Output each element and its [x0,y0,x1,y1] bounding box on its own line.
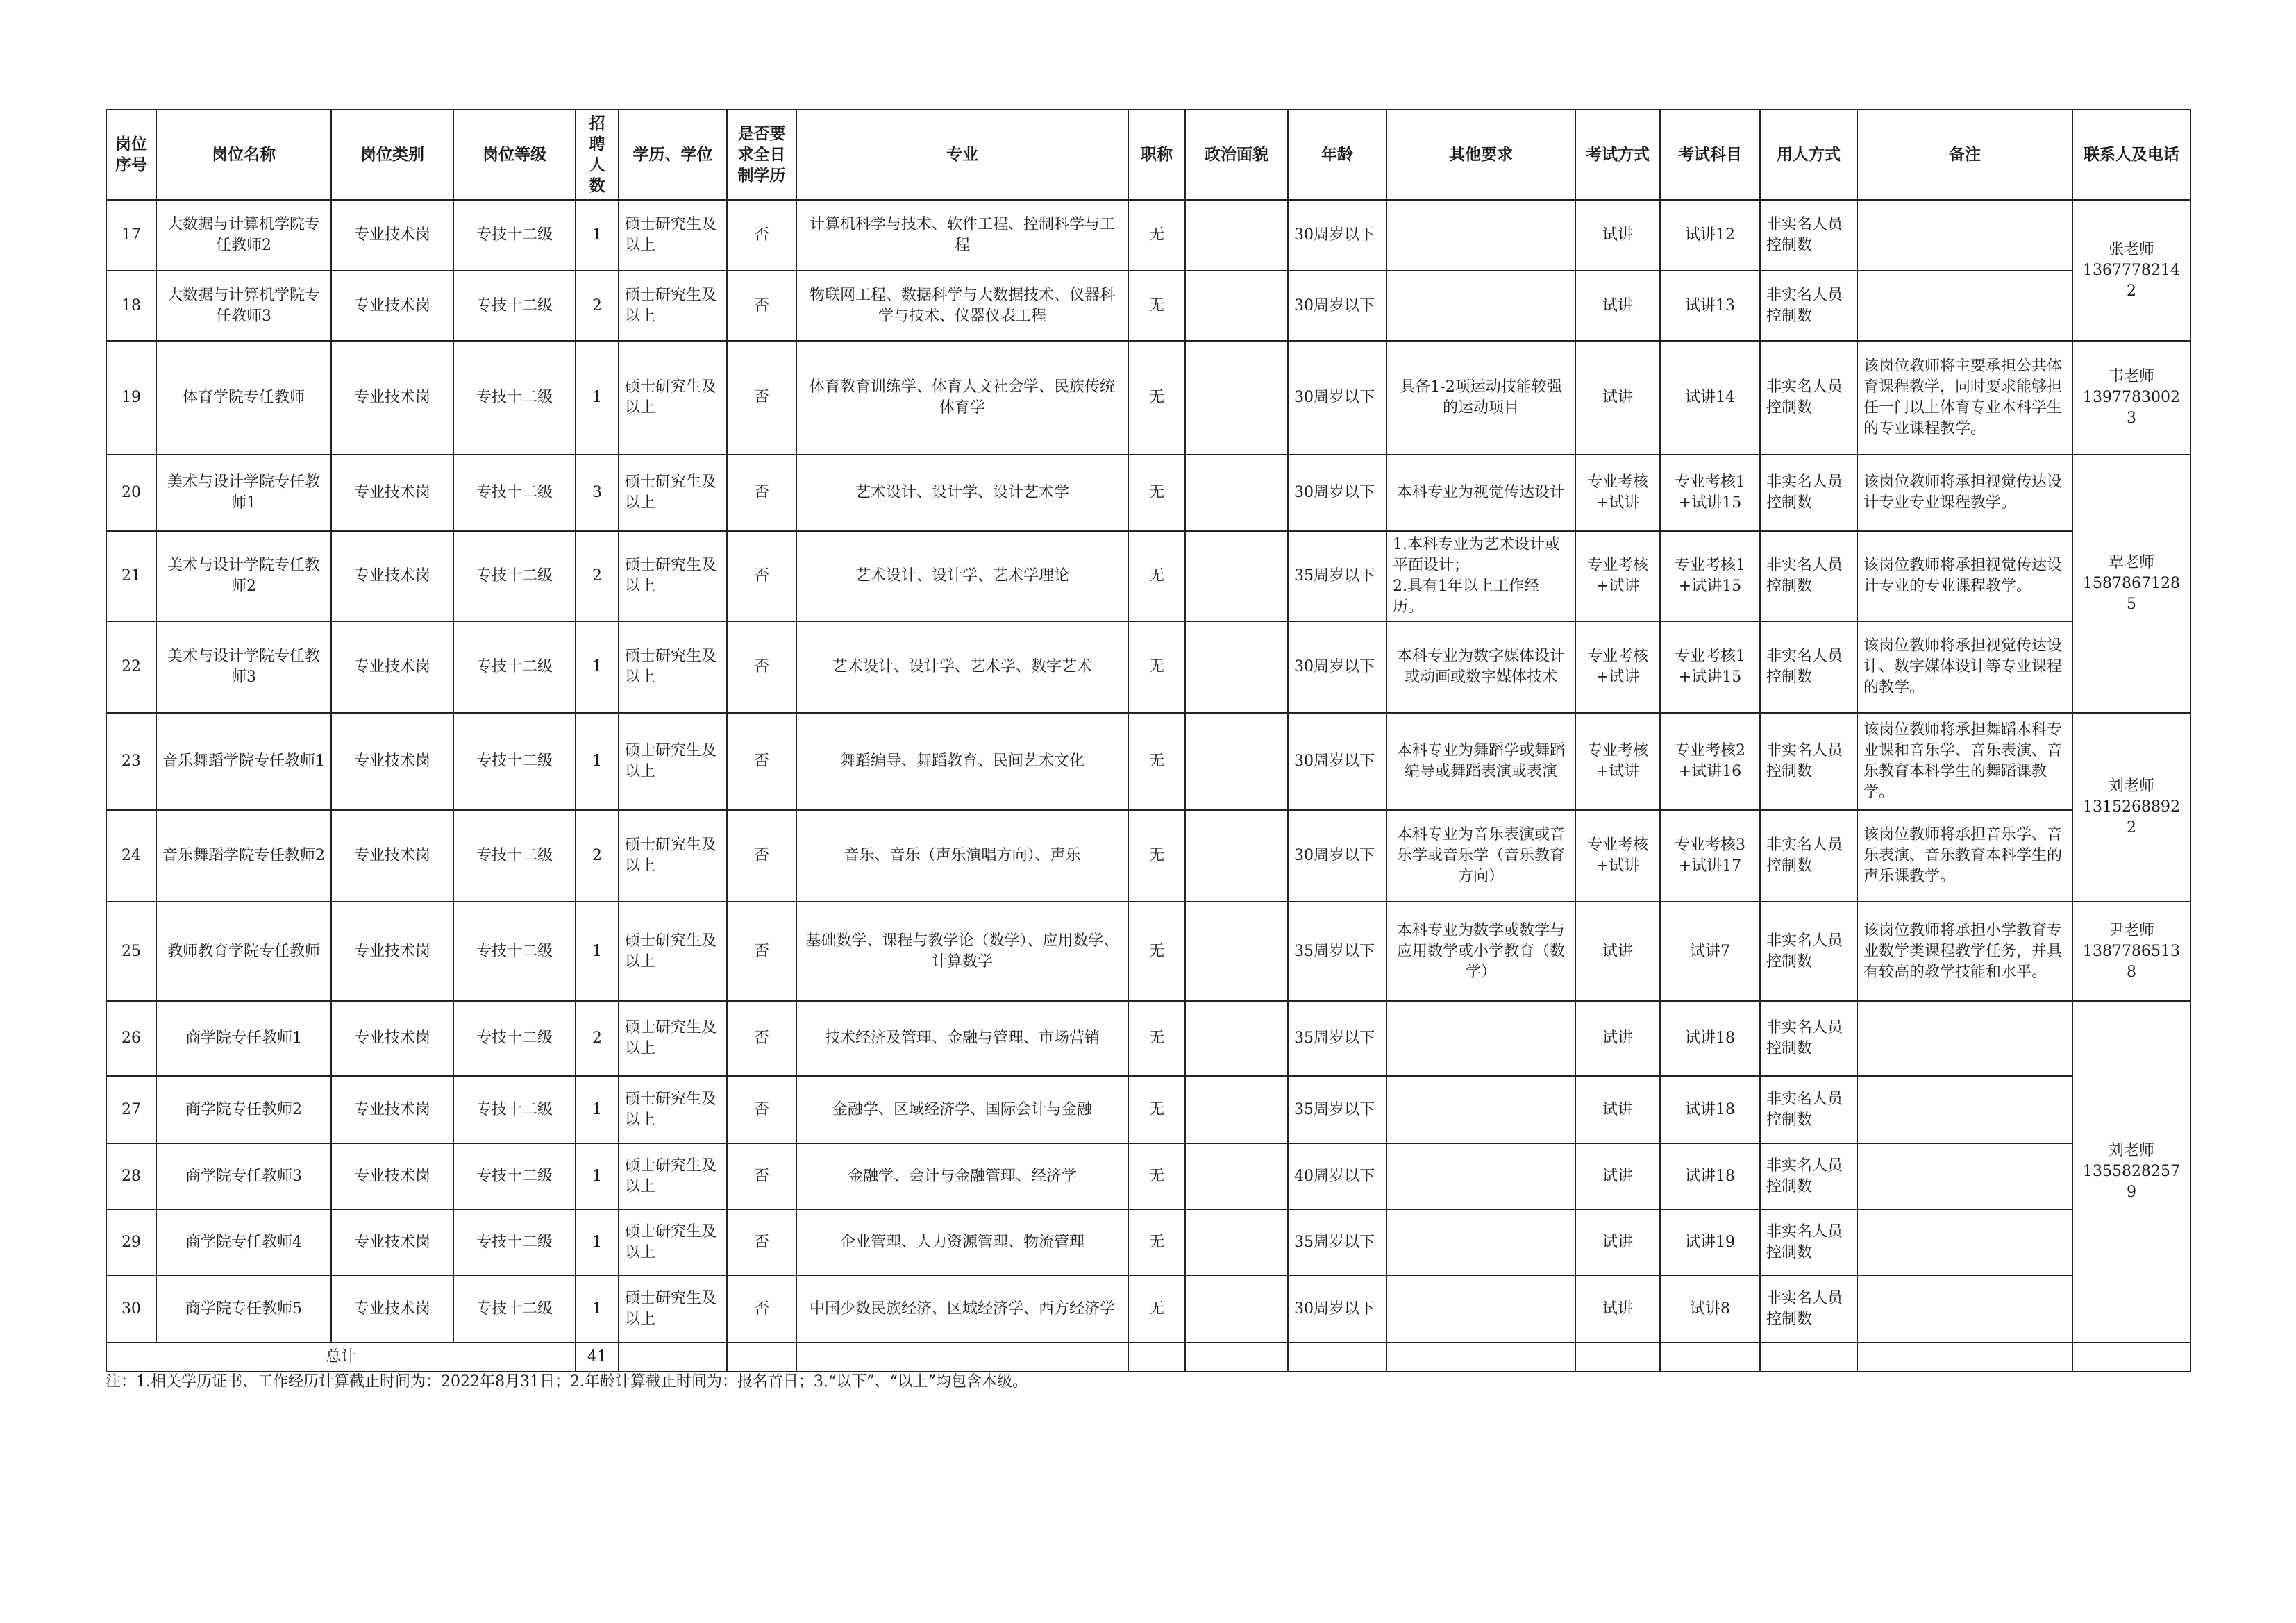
seq-cell: 19 [106,341,156,455]
footnote: 注：1.相关学历证书、工作经历计算截止时间为：2022年8月31日；2.年龄计算截止时间为：报名首日；3.“以下”、“以上”均包含本级。 [106,1373,1028,1390]
exam-mode-cell: 专业考核+试讲 [1575,621,1660,713]
seq-cell: 17 [106,200,156,271]
exam-mode-cell: 试讲 [1575,341,1660,455]
employment-cell: 非实名人员控制数 [1760,810,1857,902]
table-row [106,713,2190,810]
seq-cell: 26 [106,1001,156,1076]
title-cell: 无 [1128,531,1185,621]
other-req-cell [1386,200,1575,271]
age-cell: 35周岁以下 [1288,902,1386,1001]
table-row [106,1001,2190,1076]
major-cell: 计算机科学与技术、软件工程、控制科学与工程 [796,200,1128,271]
education-cell: 硕士研究生及以上 [619,1143,727,1209]
contact-cell [2072,455,2190,713]
age-cell: 30周岁以下 [1288,200,1386,271]
count-cell: 1 [576,713,619,810]
exam-mode-cell: 试讲 [1575,271,1660,341]
position-name-cell: 美术与设计学院专任教师2 [156,531,331,621]
fulltime-cell: 否 [727,1076,796,1143]
remark-cell: 该岗位教师将承担视觉传达设计专业的专业课程教学。 [1857,531,2072,621]
title-cell: 无 [1128,810,1185,902]
fulltime-cell: 否 [727,455,796,531]
column-header: 岗位等级 [453,110,576,200]
fulltime-cell: 否 [727,1275,796,1343]
total-label: 总计 [106,1343,576,1372]
level-cell: 专技十二级 [453,531,576,621]
column-header: 学历、学位 [619,110,727,200]
fulltime-cell: 否 [727,902,796,1001]
column-header: 备注 [1857,110,2072,200]
fulltime-cell: 否 [727,810,796,902]
contact-name: 刘老师 [2108,777,2154,795]
fulltime-cell: 否 [727,713,796,810]
contact-cell [2072,341,2190,455]
remark-cell [1857,200,2072,271]
other-req-cell [1386,1209,1575,1275]
position-name-cell: 大数据与计算机学院专任教师2 [156,200,331,271]
table-row [106,1076,2190,1143]
contact-name: 刘老师 [2108,1142,2154,1159]
fulltime-cell: 否 [727,531,796,621]
major-cell: 金融学、会计与金融管理、经济学 [796,1143,1128,1209]
education-cell: 硕士研究生及以上 [619,621,727,713]
category-cell: 专业技术岗 [331,455,453,531]
exam-mode-cell: 专业考核+试讲 [1575,713,1660,810]
remark-cell [1857,1001,2072,1076]
political-cell [1185,1275,1288,1343]
count-cell: 2 [576,271,619,341]
empty-cell [1128,1343,1185,1372]
table-row [106,271,2190,341]
title-cell: 无 [1128,713,1185,810]
empty-cell [619,1343,727,1372]
political-cell [1185,455,1288,531]
exam-mode-cell: 试讲 [1575,1076,1660,1143]
political-cell [1185,810,1288,902]
age-cell: 35周岁以下 [1288,531,1386,621]
other-req-cell: 本科专业为舞蹈学或舞蹈编导或舞蹈表演或表演 [1386,713,1575,810]
empty-cell [1386,1343,1575,1372]
table-row [106,1209,2190,1275]
seq-cell: 27 [106,1076,156,1143]
title-cell: 无 [1128,1275,1185,1343]
column-header: 岗位序号 [106,110,156,200]
political-cell [1185,1076,1288,1143]
level-cell: 专技十二级 [453,455,576,531]
category-cell: 专业技术岗 [331,1143,453,1209]
employment-cell: 非实名人员控制数 [1760,271,1857,341]
major-cell: 企业管理、人力资源管理、物流管理 [796,1209,1128,1275]
major-cell: 体育教育训练学、体育人文社会学、民族传统体育学 [796,341,1128,455]
column-header: 岗位类别 [331,110,453,200]
position-name-cell: 音乐舞蹈学院专任教师1 [156,713,331,810]
seq-cell: 20 [106,455,156,531]
other-req-cell [1386,271,1575,341]
count-cell: 1 [576,341,619,455]
count-cell: 1 [576,1143,619,1209]
age-cell: 40周岁以下 [1288,1143,1386,1209]
major-cell: 基础数学、课程与教学论（数学）、应用数学、计算数学 [796,902,1128,1001]
table-row [106,200,2190,271]
count-cell: 1 [576,1209,619,1275]
column-header: 其他要求 [1386,110,1575,200]
other-req-cell: 本科专业为数学或数学与应用数学或小学教育（数学） [1386,902,1575,1001]
employment-cell: 非实名人员控制数 [1760,1143,1857,1209]
education-cell: 硕士研究生及以上 [619,200,727,271]
position-name-cell: 商学院专任教师1 [156,1001,331,1076]
level-cell: 专技十二级 [453,1143,576,1209]
column-header: 岗位名称 [156,110,331,200]
table-row [106,341,2190,455]
title-cell: 无 [1128,621,1185,713]
other-req-cell [1386,1275,1575,1343]
employment-cell: 非实名人员控制数 [1760,1001,1857,1076]
exam-subject-cell: 试讲14 [1660,341,1760,455]
column-header: 招聘人数 [576,110,619,200]
age-cell: 30周岁以下 [1288,271,1386,341]
exam-subject-cell: 专业考核2+试讲16 [1660,713,1760,810]
position-name-cell: 商学院专任教师5 [156,1275,331,1343]
education-cell: 硕士研究生及以上 [619,713,727,810]
exam-subject-cell: 试讲12 [1660,200,1760,271]
count-cell: 1 [576,1275,619,1343]
seq-cell: 25 [106,902,156,1001]
age-cell: 30周岁以下 [1288,341,1386,455]
count-cell: 1 [576,200,619,271]
level-cell: 专技十二级 [453,200,576,271]
fulltime-cell: 否 [727,341,796,455]
column-header: 是否要求全日制学历 [727,110,796,200]
seq-cell: 23 [106,713,156,810]
education-cell: 硕士研究生及以上 [619,1001,727,1076]
employment-cell: 非实名人员控制数 [1760,531,1857,621]
empty-cell [2072,1343,2190,1372]
exam-subject-cell: 试讲18 [1660,1143,1760,1209]
major-cell: 物联网工程、数据科学与大数据技术、仪器科学与技术、仪器仪表工程 [796,271,1128,341]
education-cell: 硕士研究生及以上 [619,341,727,455]
seq-cell: 22 [106,621,156,713]
contact-name: 覃老师 [2108,554,2154,571]
category-cell: 专业技术岗 [331,713,453,810]
position-name-cell: 美术与设计学院专任教师3 [156,621,331,713]
remark-cell [1857,1143,2072,1209]
table-row [106,531,2190,621]
education-cell: 硕士研究生及以上 [619,810,727,902]
other-req-cell [1386,1076,1575,1143]
category-cell: 专业技术岗 [331,271,453,341]
level-cell: 专技十二级 [453,902,576,1001]
employment-cell: 非实名人员控制数 [1760,902,1857,1001]
major-cell: 金融学、区域经济学、国际会计与金融 [796,1076,1128,1143]
contact-name: 尹老师 [2108,921,2154,939]
remark-cell: 该岗位教师将承担小学教育专业数学类课程教学任务，并具有较高的教学技能和水平。 [1857,902,2072,1001]
employment-cell: 非实名人员控制数 [1760,713,1857,810]
title-cell: 无 [1128,1076,1185,1143]
employment-cell: 非实名人员控制数 [1760,455,1857,531]
title-cell: 无 [1128,200,1185,271]
empty-cell [1857,1343,2072,1372]
fulltime-cell: 否 [727,1001,796,1076]
political-cell [1185,1001,1288,1076]
total-count: 41 [576,1343,619,1372]
contact-phone: 13677782142 [2083,261,2180,300]
contact-phone: 13558282579 [2083,1163,2180,1201]
category-cell: 专业技术岗 [331,621,453,713]
count-cell: 2 [576,1001,619,1076]
title-cell: 无 [1128,341,1185,455]
category-cell: 专业技术岗 [331,200,453,271]
contact-name: 韦老师 [2108,368,2154,385]
exam-mode-cell: 试讲 [1575,1143,1660,1209]
table-row [106,455,2190,531]
exam-subject-cell: 专业考核3+试讲17 [1660,810,1760,902]
employment-cell: 非实名人员控制数 [1760,1209,1857,1275]
position-name-cell: 商学院专任教师3 [156,1143,331,1209]
education-cell: 硕士研究生及以上 [619,1209,727,1275]
title-cell: 无 [1128,902,1185,1001]
exam-subject-cell: 试讲19 [1660,1209,1760,1275]
age-cell: 30周岁以下 [1288,713,1386,810]
age-cell: 30周岁以下 [1288,1275,1386,1343]
column-header: 职称 [1128,110,1185,200]
employment-cell: 非实名人员控制数 [1760,621,1857,713]
political-cell [1185,1143,1288,1209]
empty-cell [1575,1343,1660,1372]
level-cell: 专技十二级 [453,713,576,810]
category-cell: 专业技术岗 [331,341,453,455]
position-name-cell: 商学院专任教师4 [156,1209,331,1275]
political-cell [1185,200,1288,271]
major-cell: 中国少数民族经济、区域经济学、西方经济学 [796,1275,1128,1343]
major-cell: 音乐、音乐（声乐演唱方向）、声乐 [796,810,1128,902]
remark-cell [1857,1209,2072,1275]
fulltime-cell: 否 [727,271,796,341]
title-cell: 无 [1128,1209,1185,1275]
fulltime-cell: 否 [727,1143,796,1209]
remark-cell [1857,1076,2072,1143]
table-row [106,902,2190,1001]
political-cell [1185,341,1288,455]
exam-mode-cell: 专业考核+试讲 [1575,455,1660,531]
title-cell: 无 [1128,1143,1185,1209]
contact-cell [2072,1001,2190,1343]
major-cell: 舞蹈编导、舞蹈教育、民间艺术文化 [796,713,1128,810]
seq-cell: 24 [106,810,156,902]
category-cell: 专业技术岗 [331,1275,453,1343]
education-cell: 硕士研究生及以上 [619,1275,727,1343]
contact-cell [2072,713,2190,902]
age-cell: 30周岁以下 [1288,810,1386,902]
exam-mode-cell: 试讲 [1575,902,1660,1001]
employment-cell: 非实名人员控制数 [1760,1275,1857,1343]
count-cell: 1 [576,902,619,1001]
column-header: 用人方式 [1760,110,1857,200]
exam-subject-cell: 试讲18 [1660,1001,1760,1076]
seq-cell: 18 [106,271,156,341]
column-header: 年龄 [1288,110,1386,200]
exam-subject-cell: 试讲7 [1660,902,1760,1001]
total-row [106,1343,2190,1372]
table-row [106,1275,2190,1343]
exam-mode-cell: 试讲 [1575,1001,1660,1076]
column-header: 联系人及电话 [2072,110,2190,200]
exam-subject-cell: 专业考核1+试讲15 [1660,531,1760,621]
political-cell [1185,902,1288,1001]
education-cell: 硕士研究生及以上 [619,455,727,531]
category-cell: 专业技术岗 [331,902,453,1001]
remark-cell: 该岗位教师将承担视觉传达设计专业专业课程教学。 [1857,455,2072,531]
remark-cell: 该岗位教师将承担视觉传达设计、数字媒体设计等专业课程的教学。 [1857,621,2072,713]
count-cell: 3 [576,455,619,531]
employment-cell: 非实名人员控制数 [1760,1076,1857,1143]
seq-cell: 28 [106,1143,156,1209]
title-cell: 无 [1128,455,1185,531]
education-cell: 硕士研究生及以上 [619,1076,727,1143]
category-cell: 专业技术岗 [331,1001,453,1076]
remark-cell: 该岗位教师将承担音乐学、音乐表演、音乐教育本科学生的声乐课教学。 [1857,810,2072,902]
age-cell: 35周岁以下 [1288,1209,1386,1275]
exam-mode-cell: 专业考核+试讲 [1575,810,1660,902]
education-cell: 硕士研究生及以上 [619,271,727,341]
contact-cell [2072,902,2190,1001]
age-cell: 35周岁以下 [1288,1001,1386,1076]
education-cell: 硕士研究生及以上 [619,902,727,1001]
count-cell: 1 [576,1076,619,1143]
empty-cell [1288,1343,1386,1372]
exam-mode-cell: 专业考核+试讲 [1575,531,1660,621]
empty-cell [1185,1343,1288,1372]
count-cell: 2 [576,531,619,621]
other-req-cell: 本科专业为音乐表演或音乐学或音乐学（音乐教育方向） [1386,810,1575,902]
empty-cell [727,1343,796,1372]
category-cell: 专业技术岗 [331,531,453,621]
exam-subject-cell: 试讲13 [1660,271,1760,341]
empty-cell [796,1343,1128,1372]
category-cell: 专业技术岗 [331,1076,453,1143]
fulltime-cell: 否 [727,621,796,713]
seq-cell: 29 [106,1209,156,1275]
table-row [106,621,2190,713]
other-req-cell [1386,1001,1575,1076]
position-name-cell: 体育学院专任教师 [156,341,331,455]
exam-subject-cell: 专业考核1+试讲15 [1660,621,1760,713]
table-row [106,1143,2190,1209]
employment-cell: 非实名人员控制数 [1760,200,1857,271]
other-req-cell: 本科专业为数字媒体设计或动画或数字媒体技术 [1386,621,1575,713]
political-cell [1185,1209,1288,1275]
exam-subject-cell: 专业考核1+试讲15 [1660,455,1760,531]
major-cell: 艺术设计、设计学、艺术学理论 [796,531,1128,621]
major-cell: 艺术设计、设计学、设计艺术学 [796,455,1128,531]
column-header: 专业 [796,110,1128,200]
level-cell: 专技十二级 [453,1001,576,1076]
exam-mode-cell: 试讲 [1575,1209,1660,1275]
remark-cell [1857,1275,2072,1343]
remark-cell: 该岗位教师将承担舞蹈本科专业课和音乐学、音乐表演、音乐教育本科学生的舞蹈课教学。 [1857,713,2072,810]
major-cell: 技术经济及管理、金融与管理、市场营销 [796,1001,1128,1076]
level-cell: 专技十二级 [453,341,576,455]
age-cell: 30周岁以下 [1288,621,1386,713]
major-cell: 艺术设计、设计学、艺术学、数字艺术 [796,621,1128,713]
level-cell: 专技十二级 [453,1275,576,1343]
education-cell: 硕士研究生及以上 [619,531,727,621]
position-name-cell: 商学院专任教师2 [156,1076,331,1143]
level-cell: 专技十二级 [453,1209,576,1275]
position-name-cell: 音乐舞蹈学院专任教师2 [156,810,331,902]
title-cell: 无 [1128,271,1185,341]
other-req-cell: 本科专业为视觉传达设计 [1386,455,1575,531]
contact-phone: 13977830023 [2083,389,2180,427]
exam-mode-cell: 试讲 [1575,1275,1660,1343]
contact-phone: 15878671285 [2083,575,2180,613]
count-cell: 2 [576,810,619,902]
exam-mode-cell: 试讲 [1575,200,1660,271]
position-name-cell: 美术与设计学院专任教师1 [156,455,331,531]
contact-phone: 13877865138 [2083,942,2180,981]
remark-cell: 该岗位教师将主要承担公共体育课程教学，同时要求能够担任一门以上体育专业本科学生的专业课程教学。 [1857,341,2072,455]
age-cell: 35周岁以下 [1288,1076,1386,1143]
age-cell: 30周岁以下 [1288,455,1386,531]
empty-cell [1660,1343,1760,1372]
category-cell: 专业技术岗 [331,1209,453,1275]
contact-phone: 13152688922 [2083,798,2180,836]
other-req-cell [1386,1143,1575,1209]
count-cell: 1 [576,621,619,713]
exam-subject-cell: 试讲18 [1660,1076,1760,1143]
level-cell: 专技十二级 [453,271,576,341]
political-cell [1185,713,1288,810]
level-cell: 专技十二级 [453,1076,576,1143]
category-cell: 专业技术岗 [331,810,453,902]
remark-cell [1857,271,2072,341]
employment-cell: 非实名人员控制数 [1760,341,1857,455]
level-cell: 专技十二级 [453,810,576,902]
political-cell [1185,271,1288,341]
column-header: 考试科目 [1660,110,1760,200]
level-cell: 专技十二级 [453,621,576,713]
fulltime-cell: 否 [727,200,796,271]
position-name-cell: 大数据与计算机学院专任教师3 [156,271,331,341]
title-cell: 无 [1128,1001,1185,1076]
table-row [106,810,2190,902]
exam-subject-cell: 试讲8 [1660,1275,1760,1343]
seq-cell: 30 [106,1275,156,1343]
other-req-cell: 具备1-2项运动技能较强的运动项目 [1386,341,1575,455]
contact-cell [2072,200,2190,341]
political-cell [1185,531,1288,621]
column-header: 政治面貌 [1185,110,1288,200]
other-req-cell: 1.本科专业为艺术设计或平面设计； 2.具有1年以上工作经历。 [1386,531,1575,621]
contact-name: 张老师 [2108,240,2154,258]
empty-cell [1760,1343,1857,1372]
position-name-cell: 教师教育学院专任教师 [156,902,331,1001]
political-cell [1185,621,1288,713]
fulltime-cell: 否 [727,1209,796,1275]
recruitment-table [106,109,2191,1372]
seq-cell: 21 [106,531,156,621]
table-header-row [106,110,2190,200]
column-header: 考试方式 [1575,110,1660,200]
